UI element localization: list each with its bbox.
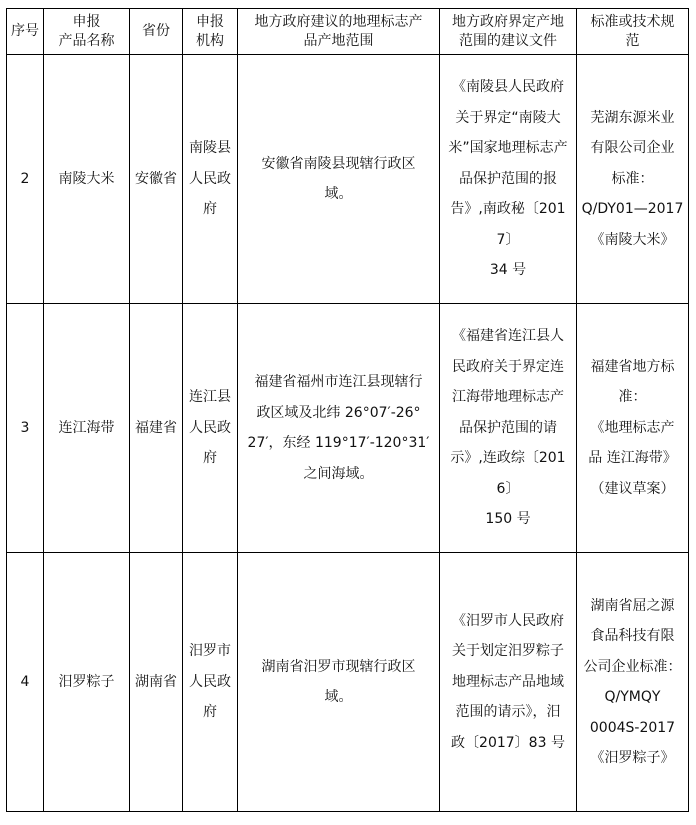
header-scope: 地方政府建议的地理标志产 品产地范围: [238, 9, 440, 55]
header-doc: 地方政府界定产地 范围的建议文件: [440, 9, 577, 55]
header-no: 序号: [7, 9, 44, 55]
cell-province: 福建省: [130, 304, 183, 553]
cell-org: 连江县 人民政 府: [183, 304, 238, 553]
cell-org: 南陵县 人民政 府: [183, 55, 238, 304]
cell-scope: 安徽省南陵县现辖行政区 域。: [238, 55, 440, 304]
cell-doc: 《南陵县人民政府 关于界定“南陵大 米”国家地理标志产 品保护范围的报 告》,南政秘〔2017〕 34 号: [440, 55, 577, 304]
table-row: [7, 553, 689, 812]
table-row: [7, 55, 689, 304]
cell-product: 南陵大米: [44, 55, 130, 304]
gi-products-table: [6, 8, 689, 812]
cell-province: 安徽省: [130, 55, 183, 304]
cell-no: 2: [7, 55, 44, 304]
cell-doc: 《福建省连江县人 民政府关于界定连 江海带地理标志产 品保护范围的请 示》,连政综〔2016〕 150 号: [440, 304, 577, 553]
cell-standard: 芜湖东源米业 有限公司企业 标准： Q/DY01—2017 《南陵大米》: [577, 55, 689, 304]
cell-product: 连江海带: [44, 304, 130, 553]
cell-standard: 福建省地方标 准： 《地理标志产 品 连江海带》 （建议草案）: [577, 304, 689, 553]
header-province: 省份: [130, 9, 183, 55]
table-row: [7, 304, 689, 553]
cell-product: 汨罗粽子: [44, 553, 130, 812]
cell-standard: 湖南省屈之源 食品科技有限 公司企业标准： Q/YMQY 0004S-2017 《汨罗粽子》: [577, 553, 689, 812]
header-org: 申报 机构: [183, 9, 238, 55]
header-row: [7, 9, 689, 55]
header-standard: 标准或技术规 范: [577, 9, 689, 55]
cell-province: 湖南省: [130, 553, 183, 812]
header-product: 申报 产品名称: [44, 9, 130, 55]
cell-no: 3: [7, 304, 44, 553]
cell-scope: 福建省福州市连江县现辖行 政区域及北纬 26°07′-26° 27′，东经 119°17′-120°31′ 之间海域。: [238, 304, 440, 553]
cell-org: 汨罗市 人民政 府: [183, 553, 238, 812]
cell-no: 4: [7, 553, 44, 812]
cell-doc: 《汨罗市人民政府 关于划定汨罗粽子 地理标志产品地域 范围的请示》，汨 政〔2017〕83 号: [440, 553, 577, 812]
cell-scope: 湖南省汨罗市现辖行政区 域。: [238, 553, 440, 812]
